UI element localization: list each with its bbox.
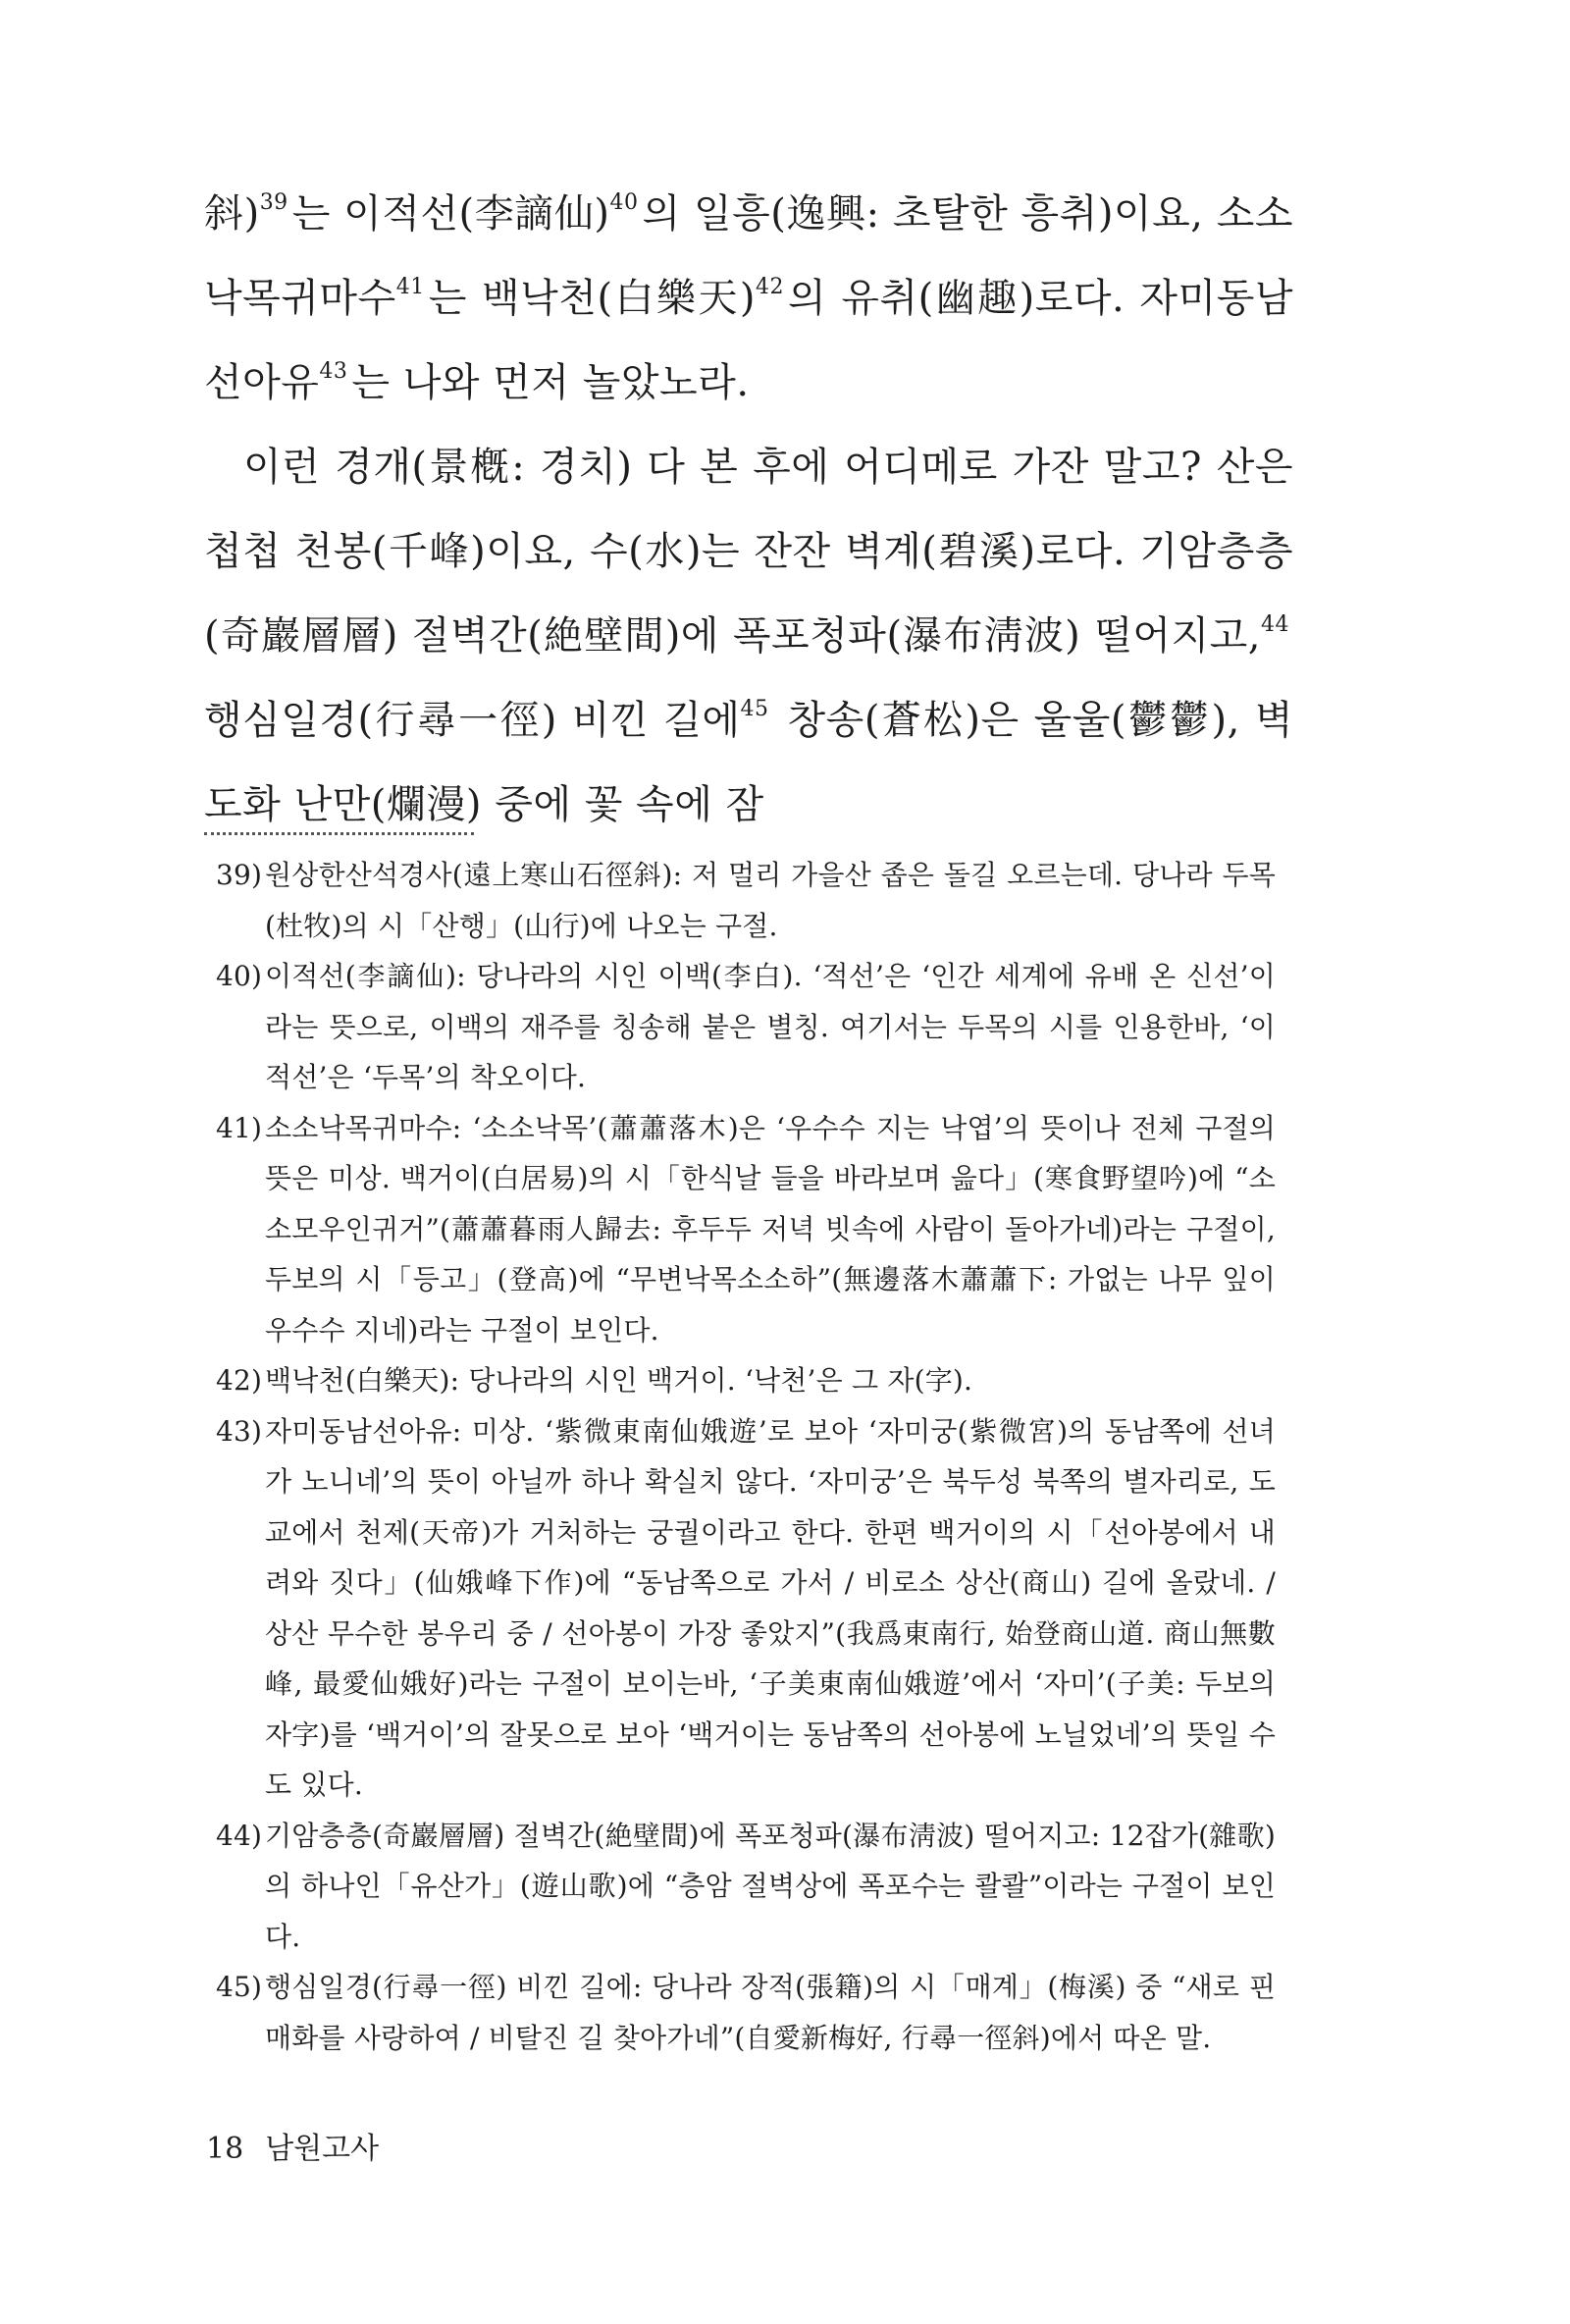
footnote-ref-39: 39 bbox=[259, 190, 288, 215]
footnote-number: 39) bbox=[216, 859, 263, 891]
text-segment: 의 유취(幽趣)로다. 자미동남선아유 bbox=[204, 276, 1293, 405]
footnote-ref-41: 41 bbox=[395, 275, 425, 299]
running-title: 남원고사 bbox=[265, 2132, 380, 2166]
paragraph-1 bbox=[204, 172, 1293, 425]
main-text bbox=[204, 172, 1293, 847]
footnote-number: 40) bbox=[216, 960, 263, 992]
footnote-44 bbox=[216, 1811, 1276, 1963]
footnote-39 bbox=[216, 850, 1276, 951]
text-segment: 는 이적선(李謫仙) bbox=[291, 191, 610, 237]
footnote-number: 42) bbox=[216, 1364, 263, 1397]
text-segment: 는 백낙천(白樂天) bbox=[428, 276, 757, 321]
footnote-text: 백낙천(白樂天): 당나라의 시인 백거이. ‘낙천’은 그 자(字). bbox=[265, 1364, 973, 1397]
text-segment: 斜) bbox=[204, 191, 260, 237]
footnote-ref-43: 43 bbox=[319, 359, 348, 384]
paragraph-2 bbox=[204, 425, 1293, 847]
footnote-text: 행심일경(行尋一徑) 비낀 길에: 당나라 장적(張籍)의 시「매계」(梅溪) 중 “새로 핀 매화를 사랑하여 / 비탈진 길 찾아가네”(自愛新梅好, 行尋一徑斜)에서 따온 말. bbox=[265, 1971, 1276, 2054]
footnote-text: 기암층층(奇巖層層) 절벽간(絶壁間)에 폭포청파(瀑布淸波) 떨어지고: 12잡가(雜歌)의 하나인「유산가」(遊山歌)에 “층암 절벽상에 폭포수는 콸콸”이라는 구절이 보인다. bbox=[265, 1819, 1276, 1953]
footnote-number: 41) bbox=[216, 1111, 263, 1144]
footnote-43 bbox=[216, 1406, 1276, 1811]
footnote-42 bbox=[216, 1355, 1276, 1406]
footnote-ref-42: 42 bbox=[756, 275, 785, 299]
footnote-ref-40: 40 bbox=[609, 190, 639, 215]
text-segment: 의 일흥(逸興: 초탈한 흥취)이요, 소소낙목귀마수 bbox=[204, 191, 1293, 321]
text-segment: 이런 경개(景槪: 경치) 다 본 후에 어디메로 가잔 말고? 산은 첩첩 천봉(千峰)이요, 수(水)는 잔잔 벽계(碧溪)로다. 기암층층(奇巖層層) 절벽간(絶壁間)에 폭포청파(瀑布淸波) 떨어지고, bbox=[204, 445, 1293, 659]
page-number: 18 bbox=[206, 2132, 244, 2166]
footnote-text: 원상한산석경사(遠上寒山石徑斜): 저 멀리 가을산 좁은 돌길 오르는데. 당나라 두목(杜牧)의 시「산행」(山行)에 나오는 구절. bbox=[265, 859, 1276, 942]
footnote-ref-45: 45 bbox=[740, 697, 769, 721]
footnote-40 bbox=[216, 951, 1276, 1103]
footnote-45 bbox=[216, 1962, 1276, 2063]
footnote-number: 44) bbox=[216, 1819, 263, 1852]
footnote-number: 43) bbox=[216, 1414, 263, 1448]
footnote-text: 자미동남선아유: 미상. ‘紫微東南仙娥遊’로 보아 ‘자미궁(紫微宮)의 동남쪽에 선녀가 노니네’의 뜻이 아닐까 하나 확실치 않다. ‘자미궁’은 북두성 북쪽의 별자리로, 도교에서 천제(天帝)가 거처하는 궁궐이라고 한다. 한편 백거이의 시「선아봉에서 내려와 짓다」(仙娥峰下作)에 “동남쪽으로 가서 / 비로소 상산(商山) 길에 올랐네. / 상산 무수한 봉우리 중 / 선아봉이 가장 좋았지”(我爲東南行, 始登商山道. 商山無數峰, 最愛仙娥好)라는 구절이 보이는바, ‘子美東南仙娥遊’에서 ‘자미’(子美: 두보의 자字)를 ‘백거이’의 잘못으로 보아 ‘백거이는 동남쪽의 선아봉에 노닐었네’의 뜻일 수도 있다. bbox=[265, 1414, 1276, 1801]
footnote-41 bbox=[216, 1103, 1276, 1356]
page-footer bbox=[206, 2130, 379, 2169]
text-segment: 는 나와 먼저 놀았노라. bbox=[351, 360, 750, 405]
footnote-text: 소소낙목귀마수: ‘소소낙목’(蕭蕭落木)은 ‘우수수 지는 낙엽’의 뜻이나 전체 구절의 뜻은 미상. 백거이(白居易)의 시「한식날 들을 바라보며 읊다」(寒食野望吟)에 “소소모우인귀거”(蕭蕭暮雨人歸去: 후두두 저녁 빗속에 사람이 돌아가네)라는 구절이, 두보의 시「등고」(登高)에 “무변낙목소소하”(無邊落木蕭蕭下: 가없는 나무 잎이 우수수 지네)라는 구절이 보인다. bbox=[265, 1111, 1276, 1347]
text-segment: 행심일경(行尋一徑) 비낀 길에 bbox=[204, 698, 741, 743]
footnote-text: 이적선(李謫仙): 당나라의 시인 이백(李白). ‘적선’은 ‘인간 세계에 유배 온 신선’이라는 뜻으로, 이백의 재주를 칭송해 붙은 별칭. 여기서는 두목의 시를 인용한바, ‘이적선’은 ‘두목’의 착오이다. bbox=[265, 960, 1276, 1093]
footnotes bbox=[216, 850, 1276, 2063]
footnote-ref-44: 44 bbox=[1261, 612, 1289, 637]
footnote-divider bbox=[204, 832, 474, 835]
footnote-number: 45) bbox=[216, 1971, 263, 2003]
text-segment: 창송(蒼松)은 울울(鬱鬱), 벽도화 난만(爛漫) 중에 꽃 속에 잠 bbox=[204, 698, 1293, 827]
